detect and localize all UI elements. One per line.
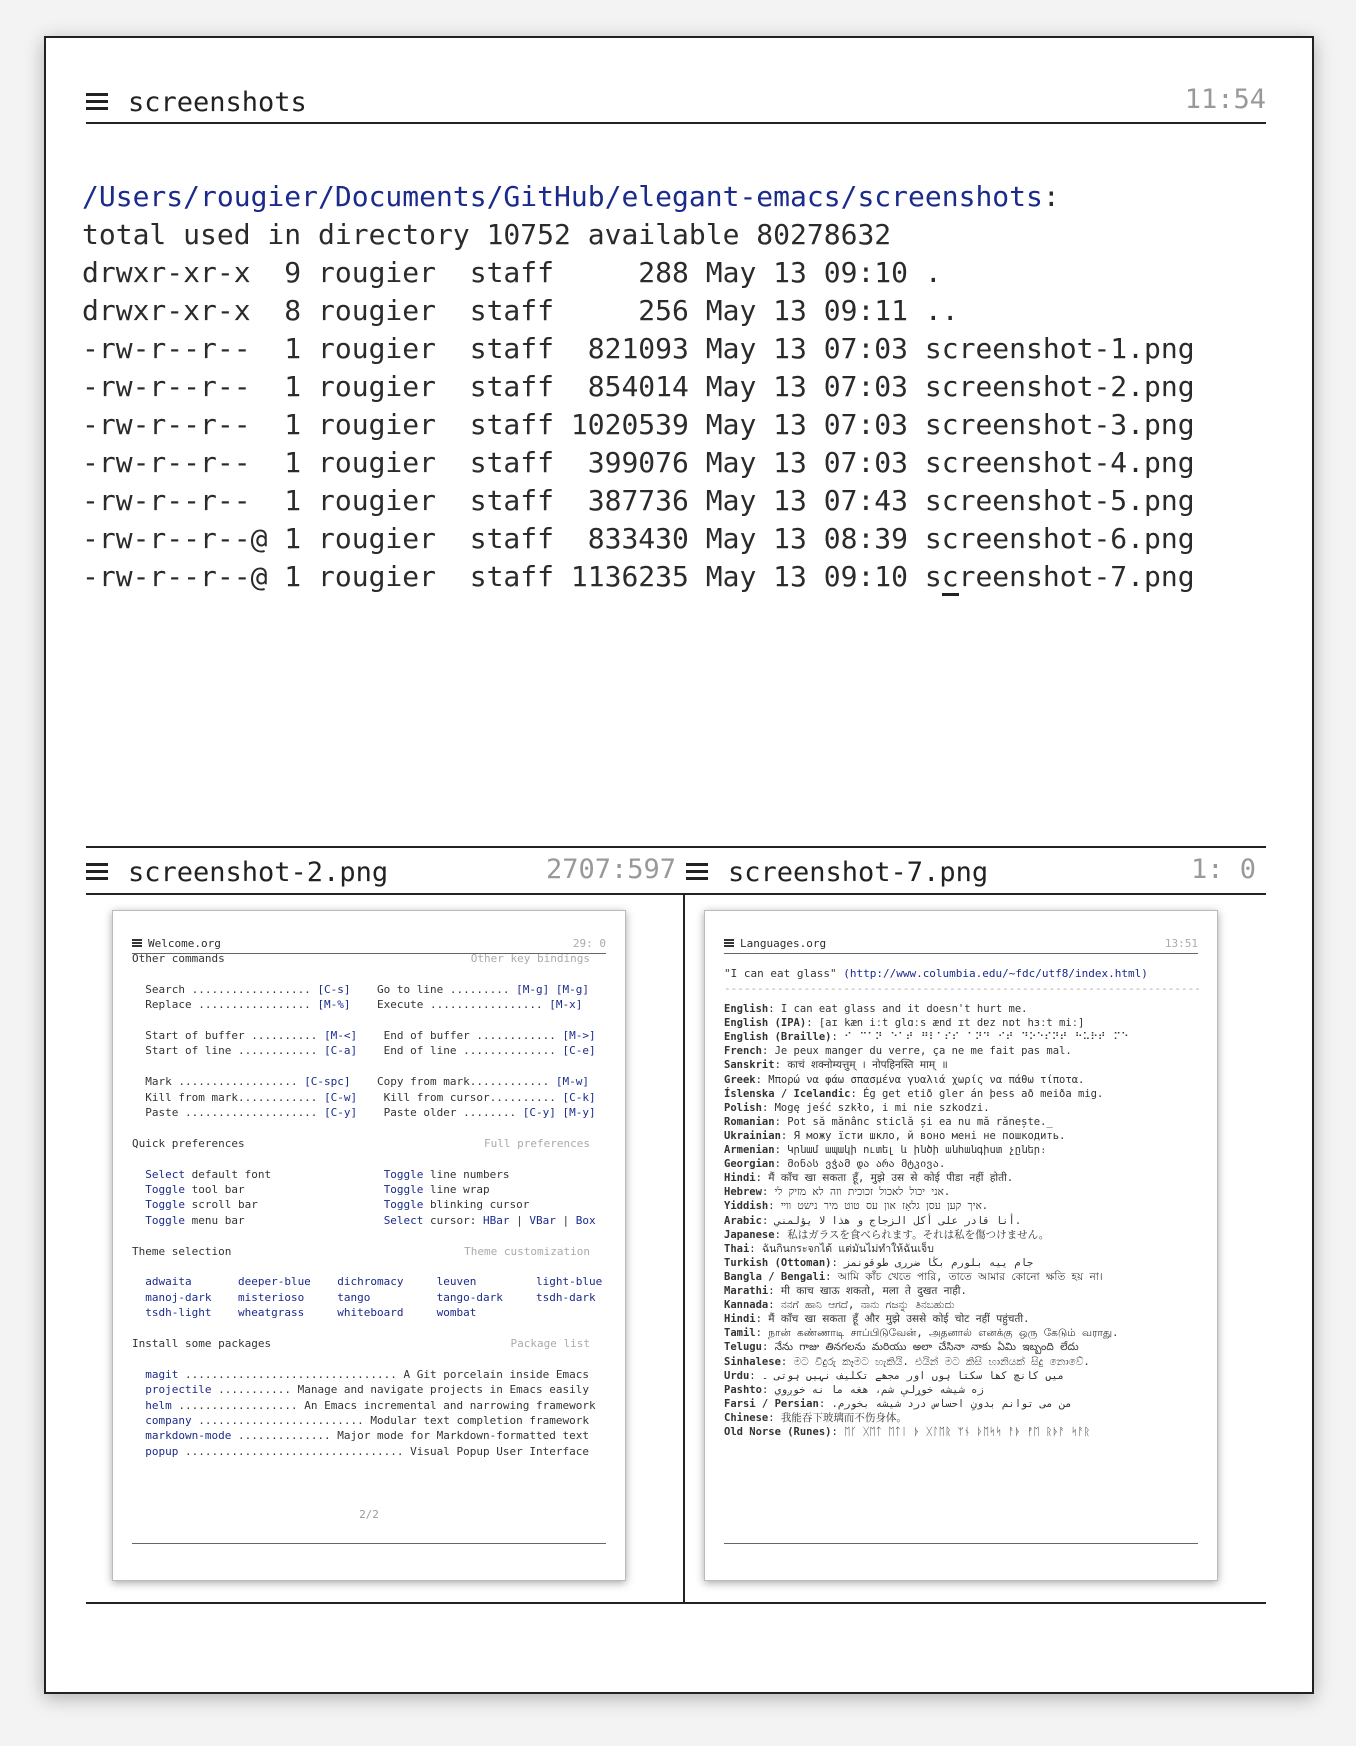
- menu-icon: [132, 939, 142, 947]
- quote-line: "I can eat glass" (http://www.columbia.edu/~fdc/utf8/index.html): [724, 967, 1148, 980]
- bottom-split-rule: [86, 846, 1266, 848]
- dired-row[interactable]: drwxr-xr-x 8 rougier staff 256 May 13 09:11 ..: [82, 294, 959, 327]
- dired-row-current[interactable]: -rw-r--r--@ 1 rougier staff 1136235 May 13 09:10 screenshot-7.png: [82, 558, 1195, 596]
- language-line: Yiddish: איך קען עסן גלאָז און עס טוט מיר נישט װײ.: [724, 1200, 989, 1213]
- mini-footer-rule: [132, 1543, 606, 1544]
- language-line: Thai: ฉันกินกระจกได้ แต่มันไม่ทำให้ฉันเจ็บ: [724, 1242, 934, 1255]
- split-mode-line-rule: [86, 893, 1266, 895]
- dired-row[interactable]: drwxr-xr-x 9 rougier staff 288 May 13 09:10 .: [82, 256, 942, 289]
- section-link[interactable]: Theme customization: [464, 1244, 590, 1258]
- language-line: Telugu: నేను గాజు తినగలను మరియు అలా చేసినా నాకు ఏమి ఇబ్బంది లేదు: [724, 1341, 1079, 1354]
- image-welcome-org: [112, 910, 626, 1581]
- dired-row[interactable]: -rw-r--r-- 1 rougier staff 1020539 May 13 07:03 screenshot-3.png: [82, 408, 1195, 441]
- language-line: Chinese: 我能吞下玻璃而不伤身体。: [724, 1411, 907, 1424]
- buffer-name: screenshots: [128, 86, 307, 118]
- language-line: Hindi: मैं काँच खा सकता हूँ और मुझे उससे कोई चोट नहीं पहुंचती.: [724, 1313, 1030, 1326]
- language-line: Japanese: 私はガラスを食べられます。それは私を傷つけません。: [724, 1228, 1050, 1241]
- window-divider[interactable]: [683, 894, 685, 1604]
- welcome-line[interactable]: projectile ........... Manage and navigate projects in Emacs easily: [145, 1383, 589, 1397]
- welcome-line[interactable]: Mark .................. [C-spc] Copy from mark............ [M-w]: [132, 1075, 589, 1089]
- dired-row[interactable]: -rw-r--r-- 1 rougier staff 821093 May 13 07:03 screenshot-1.png: [82, 332, 1195, 365]
- section-link[interactable]: Other key bindings: [470, 952, 590, 965]
- cursor-position: 1: 0: [1190, 854, 1256, 885]
- dired-row[interactable]: -rw-r--r-- 1 rougier staff 854014 May 13 07:03 screenshot-2.png: [82, 370, 1195, 403]
- language-line: Íslenska / Icelandic: Ég get etið gler án þess að meiða mig.: [724, 1087, 1104, 1100]
- separator: ------------------------------------------------------------------------: [724, 982, 1201, 995]
- page-indicator: 2/2: [359, 1508, 379, 1521]
- language-line: Arabic: أنا قادر على أكل الزجاج و هذا لا يؤلمني.: [724, 1214, 1022, 1227]
- dired-buffer[interactable]: /Users/rougier/Documents/GitHub/elegant-emacs/screenshots: total used in directory 10752 available 80278632 drwxr-xr-x 9 rougier staff 288 May 13 09:10 . drwxr-xr-x 8 rougier staff 256 May 13 09:11 .. -rw-r--r-- 1 rougier staff 821093 May 13 07:03 screenshot-1.png -rw-r--r-- 1 rougier staff 854014 May 13 07:03 screenshot-2.png -rw-r--r-- 1 rougier staff 1020539 May 13 07:03 screenshot-3.png -rw-r--r-- 1 rougier staff 399076 May 13 07:03 screenshot-4.png -rw-r--r-- 1 rougier staff 387736 May 13 07:43 screenshot-5.png -rw-r--r--@ 1 rougier staff 833430 May 13 08:39 screenshot-6.png -rw-r--r--@ 1 rougier staff 1136235 May 13 09:10 screenshot-7.png: [82, 140, 1195, 634]
- section-link[interactable]: Full preferences: [484, 1136, 590, 1150]
- right-mode-line: [686, 852, 1256, 892]
- language-line: Romanian: Pot să mănânc sticlă și ea nu mă rănește._: [724, 1115, 1053, 1128]
- language-line: English (Braille): ⠊⠀⠉⠁⠝⠀⠑⠁⠞⠀⠛⠇⠁⠎⠎⠀⠁⠝⠙⠀⠊⠞⠀⠙⠕⠑⠎⠝⠞⠀⠓⠥⠗⠞⠀⠍⠑: [724, 1031, 1129, 1044]
- welcome-line[interactable]: Theme selection: [132, 1244, 232, 1258]
- welcome-line[interactable]: company ......................... Modular text completion framework: [145, 1414, 589, 1427]
- mini-footer-rule: [724, 1543, 1198, 1544]
- language-line: English (IPA): [aɪ kæn iːt glɑːs ænd ɪt dɐz nɒt hɜːt miː]: [724, 1017, 1085, 1030]
- welcome-line[interactable]: manoj-dark misterioso tango tango-dark tsdh-dark: [132, 1290, 596, 1304]
- welcome-line[interactable]: Toggle tool bar Toggle line wrap: [145, 1183, 490, 1196]
- language-line: Polish: Mogę jeść szkło, i mi nie szkodzi.: [724, 1101, 990, 1114]
- welcome-line[interactable]: Search .................. [C-s] Go to line ......... [M-g] [M-g]: [132, 982, 590, 996]
- menu-icon[interactable]: [86, 863, 108, 881]
- buffer-name: screenshot-2.png: [128, 856, 389, 888]
- welcome-line[interactable]: Quick preferences: [132, 1136, 245, 1150]
- welcome-line[interactable]: Paste .................... [C-y] Paste older ........ [C-y] [M-y]: [132, 1106, 596, 1119]
- welcome-line[interactable]: adwaita deeper-blue dichromacy leuven light-blue: [132, 1275, 603, 1289]
- welcome-line[interactable]: Other commands: [132, 952, 225, 965]
- language-line: Georgian: მინას ვჭამ და არა მტკივა.: [724, 1158, 946, 1171]
- cursor-position: 2707:597: [545, 854, 676, 885]
- language-line: Bangla / Bengali: আমি কাঁচ খেতে পারি, তাতে আমার কোনো ক্ষতি হয় না।: [724, 1270, 1103, 1283]
- image-languages-org: [704, 910, 1218, 1581]
- menu-icon[interactable]: [86, 93, 108, 111]
- language-line: Kannada: ನನಗೆ ಹಾನಿ ಆಗದೆ, ನಾನು ಗಜನ್ನು ತಿನಬಹುದು: [724, 1299, 955, 1312]
- welcome-line[interactable]: Toggle scroll bar Toggle blinking cursor: [145, 1198, 530, 1212]
- language-line: Sinhalese: මට වීදුරු කෑමට හැකියි. එයින් මට කිසි හානියක් සිදු නොවේ.: [724, 1355, 1090, 1368]
- dired-total: total used in directory 10752 available 80278632: [82, 218, 892, 251]
- menu-icon[interactable]: [686, 863, 708, 881]
- welcome-line[interactable]: tsdh-light wheatgrass whiteboard wombat: [132, 1306, 477, 1320]
- welcome-line[interactable]: Replace ................. [M-%] Execute ................. [M-x]: [132, 998, 583, 1012]
- buffer-name: screenshot-7.png: [728, 856, 989, 888]
- bottom-rule: [86, 1602, 1266, 1604]
- dired-row[interactable]: -rw-r--r-- 1 rougier staff 399076 May 13 07:03 screenshot-4.png: [82, 446, 1195, 479]
- language-line: Pashto: زه شيشه خوړلې شم، هغه ما نه خوږوي: [724, 1383, 984, 1396]
- welcome-line[interactable]: popup ................................. Visual Popup User Interface: [145, 1444, 589, 1458]
- clock: 11:54: [1184, 84, 1266, 115]
- welcome-line[interactable]: Start of line ............ [C-a] End of line .............. [C-e]: [132, 1044, 596, 1058]
- language-line: English: I can eat glass and it doesn't hurt me.: [724, 1003, 1028, 1015]
- language-line: Hindi: मैं काँच खा सकता हूँ, मुझे उस से कोई पीडा नहीं होती.: [724, 1172, 1014, 1185]
- language-line: Marathi: मी काच खाऊ शकतो, मला ते दुखत नाही.: [724, 1285, 967, 1297]
- directory-path[interactable]: /Users/rougier/Documents/GitHub/elegant-emacs/screenshots: [82, 180, 1043, 213]
- language-line: Ukrainian: Я можу їсти шкло, й воно мені не пошкодить.: [724, 1129, 1066, 1142]
- welcome-line[interactable]: magit ................................ A Git porcelain inside Emacs: [145, 1367, 589, 1381]
- language-line: Urdu: میں کانچ کھا سکتا ہوں اور مجھے تکلیف نہیں ہوتی ۔: [724, 1369, 1065, 1382]
- text-cursor: c: [942, 560, 959, 596]
- language-line: Farsi / Persian: .من می توانم بدونِ احساس درد شيشه بخورم: [724, 1397, 1072, 1410]
- menu-icon: [724, 939, 734, 947]
- language-line: Armenian: Կրնամ ապակի ուտել և ինծի անհանգիստ չըներ։: [724, 1144, 1047, 1156]
- dired-row[interactable]: -rw-r--r-- 1 rougier staff 387736 May 13 07:43 screenshot-5.png: [82, 484, 1195, 517]
- language-line: Tamil: நான் கண்ணாடி சாப்பிடுவேன், அதனால் எனக்கு ஒரு கேடும் வராது.: [724, 1327, 1119, 1340]
- welcome-line[interactable]: Kill from mark............ [C-w] Kill from cursor.......... [C-k]: [132, 1090, 596, 1104]
- language-line: Old Norse (Runes): ᛖᚴ ᚷᛖᛏ ᛖᛏᛁ ᚧ ᚷᛚᛖᚱ ᛘᚾ ᚦᛖᛋᛋ ᚨᚧ ᚡᛖ ᚱᚧᚨ ᛋᚨᚱ: [724, 1426, 1091, 1438]
- language-line: Hebrew: אני יכול לאכול זכוכית וזה לא מזיק לי.: [724, 1186, 951, 1199]
- welcome-line[interactable]: Install some packages: [132, 1337, 272, 1350]
- language-line: Greek: Μπορώ να φάω σπασμένα γυαλιά χωρίς να πάθω τίποτα.: [724, 1073, 1085, 1086]
- welcome-line[interactable]: helm .................. An Emacs incremental and narrowing framework: [145, 1398, 596, 1412]
- dired-row[interactable]: -rw-r--r--@ 1 rougier staff 833430 May 13 08:39 screenshot-6.png: [82, 522, 1195, 555]
- top-mode-line: [86, 82, 1266, 122]
- mini-mode-line: Languages.org 13:51: [724, 933, 1198, 954]
- welcome-line[interactable]: markdown-mode .............. Major mode for Markdown-formatted text: [145, 1429, 589, 1443]
- section-link[interactable]: Package list: [510, 1337, 590, 1350]
- language-line: Turkish (Ottoman): جام ييه بلورم بڭا ضررى طوقونمز: [724, 1256, 1034, 1269]
- language-line: Sanskrit: काचं शक्नोम्यत्तुम् । नोपहिनस्ति माम् ॥: [724, 1059, 948, 1072]
- language-line: French: Je peux manger du verre, ça ne me fait pas mal.: [724, 1045, 1072, 1058]
- welcome-line[interactable]: Start of buffer .......... [M-<] End of buffer ............ [M->]: [132, 1029, 596, 1042]
- welcome-line[interactable]: Select default font Toggle line numbers: [145, 1167, 510, 1181]
- top-mode-line-rule: [86, 122, 1266, 124]
- mini-mode-line: Welcome.org 29: 0: [132, 933, 606, 954]
- welcome-line[interactable]: Toggle menu bar Select cursor: HBar | VBar | Box: [145, 1213, 596, 1227]
- left-mode-line: [86, 852, 676, 892]
